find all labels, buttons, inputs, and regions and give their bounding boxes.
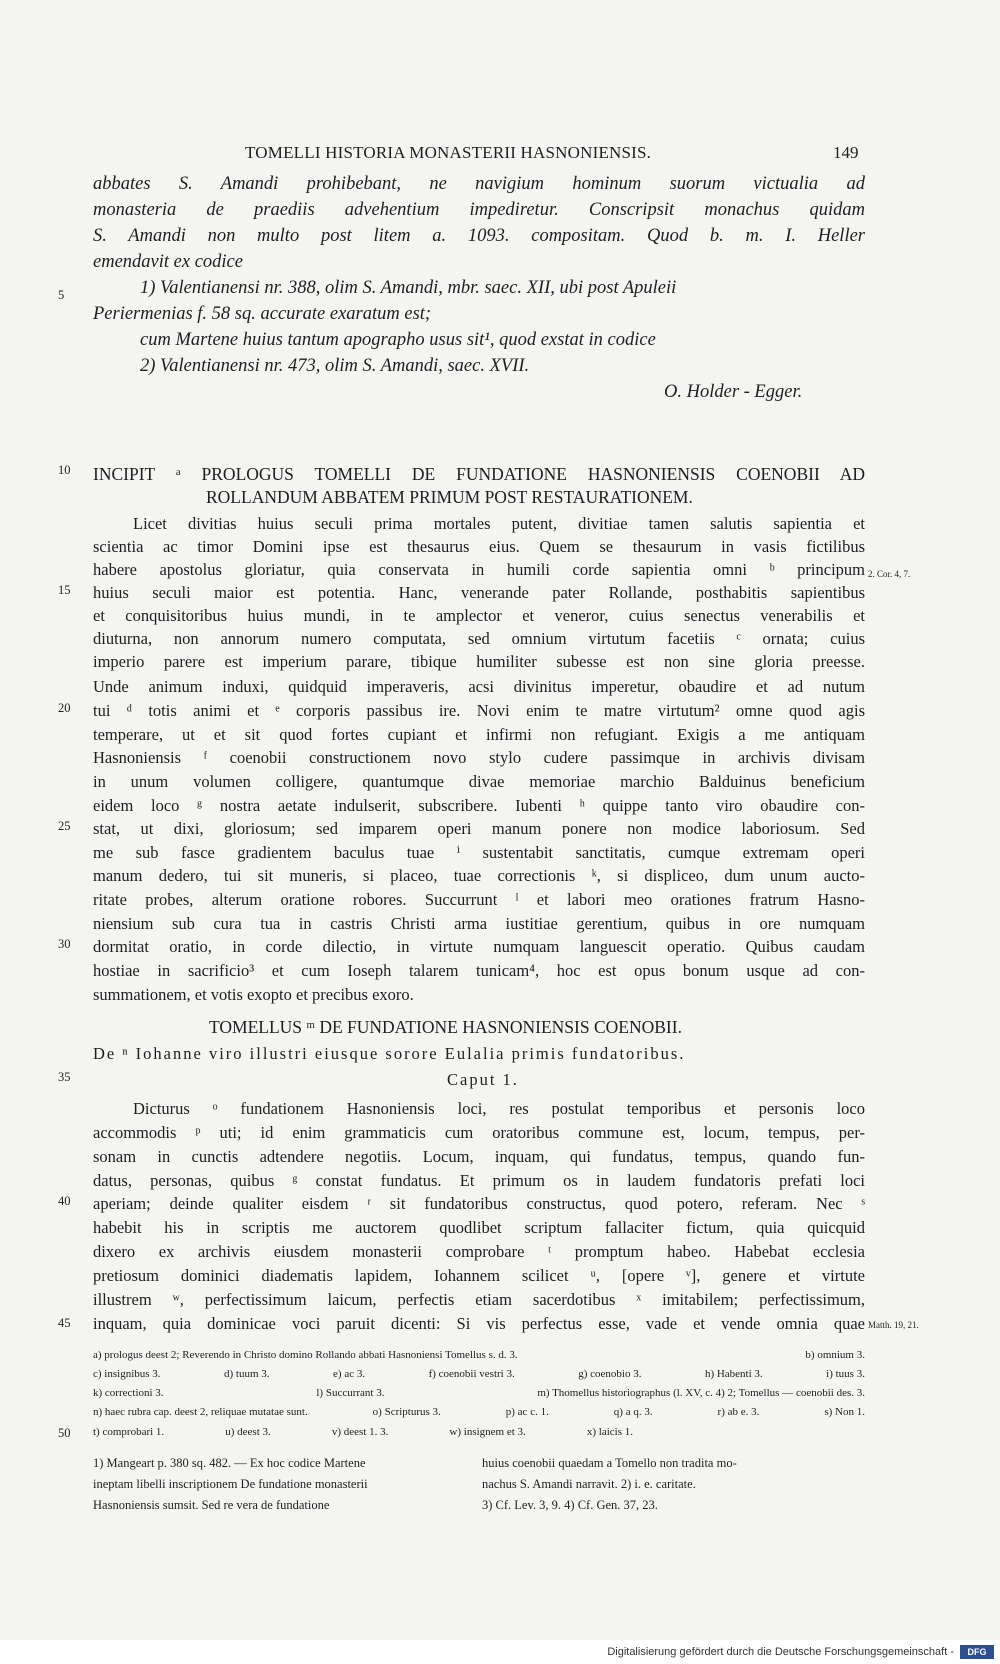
caput-heading: Caput 1. bbox=[447, 1070, 519, 1089]
intro-line: 1) Valentianensi nr. 388, olim S. Amandi, mbr. saec. XII, ubi post Apuleii bbox=[140, 278, 677, 298]
line-number: 45 bbox=[58, 1316, 71, 1330]
apparatus-note: r) ab e. 3. bbox=[717, 1406, 760, 1418]
apparatus-note: g) coenobio 3. bbox=[578, 1368, 642, 1380]
apparatus-note: m) Thomellus historiographus (l. XV, c. 4) 2; Tomellus — coenobii des. 3. bbox=[537, 1387, 865, 1399]
line-number: 15 bbox=[58, 583, 71, 597]
text-line: stat, ut dixi, gloriosum; sed imparem operi manum ponere non modice laboriosum. Sed bbox=[93, 819, 865, 838]
line-number: 30 bbox=[58, 937, 71, 951]
text-line: Hasnoniensis ᶠ coenobii constructionem novo stylo cudere passimque in archivis divisam bbox=[93, 748, 865, 767]
prologue-title: ROLLANDUM ABBATEM PRIMUM POST RESTAURATIONEM. bbox=[206, 487, 693, 507]
apparatus-note: e) ac 3. bbox=[333, 1368, 366, 1380]
text-line: manum dedero, tui sit muneris, si placeo, tuae correctionis ᵏ, si displiceo, dum unum aucto- bbox=[93, 866, 865, 885]
text-line: temperare, ut et sit quod fortes cupiant et infirmi non refugiant. Exigis a me antiquam bbox=[93, 725, 865, 744]
line-number: 20 bbox=[58, 701, 71, 715]
apparatus-note: p) ac c. 1. bbox=[505, 1406, 549, 1418]
text-line: pretiosum dominici diadematis lapidem, Iohannem scilicet ᵘ, [opere ᵛ], genere et virtute bbox=[93, 1266, 865, 1285]
text-line: inquam, quia dominicae voci paruit dicenti: Si vis perfectus esse, vade et vende omnia quae bbox=[93, 1314, 865, 1333]
margin-reference: Matth. 19, 21. bbox=[868, 1320, 919, 1330]
line-number: 10 bbox=[58, 463, 71, 477]
apparatus-note: u) deest 3. bbox=[225, 1426, 271, 1438]
text-line: et conquisitoribus huius mundi, in te amplector et veneror, cuius senectus venerabilis et bbox=[93, 606, 865, 625]
apparatus-note: k) correctioni 3. bbox=[93, 1387, 164, 1399]
text-line: huius seculi maior est potentia. Hanc, venerande pater Rollande, posthabitis sapientibus bbox=[93, 583, 865, 602]
text-line: eidem loco ᵍ nostra aetate indulserit, subscribere. Iubenti ʰ quippe tanto viro obaudire con- bbox=[93, 796, 865, 815]
text-line: aperiam; deinde qualiter eisdem ʳ sit fundatoribus constructus, quod potero, referam. Nec ˢ bbox=[93, 1194, 865, 1213]
line-number: 35 bbox=[58, 1070, 71, 1084]
line-number: 5 bbox=[58, 288, 65, 302]
dfg-logo-icon: DFG bbox=[960, 1645, 994, 1659]
line-number: 25 bbox=[58, 819, 71, 833]
apparatus-note: b) omnium 3. bbox=[805, 1349, 865, 1361]
apparatus-note: a) prologus deest 2; Reverendo in Christo domino Rollando abbati Hasnoniensi Tomellus s. d. 3. bbox=[93, 1349, 518, 1361]
footer-bar bbox=[0, 1640, 1000, 1664]
text-line: accommodis ᵖ uti; id enim grammaticis cum oratoribus commune est, locum, tempus, per- bbox=[93, 1123, 865, 1142]
note-line: ineptam libelli inscriptionem De fundatione monasterii bbox=[93, 1477, 368, 1491]
line-number: 50 bbox=[58, 1426, 71, 1440]
text-line: datus, personas, quibus ᵍ constat fundatus. Et primum os in laudem fundatoris prefati loci bbox=[93, 1171, 865, 1190]
text-line: imperio parere est imperium parare, tibique humiliter subesse est non sine gloria preesse. bbox=[93, 652, 865, 671]
apparatus-note: x) laicis 1. bbox=[586, 1426, 633, 1438]
apparatus-note: l) Succurrant 3. bbox=[316, 1387, 385, 1399]
text-line: scientia ac timor Domini ipse est thesaurus eius. Quem se thesaurum in vasis fictilibus bbox=[93, 537, 865, 556]
text-line: habere apostolus gloriatur, quia conservata in humili corde sapientia omni ᵇ principum bbox=[93, 560, 865, 579]
apparatus-note: q) a q. 3. bbox=[613, 1406, 653, 1418]
text-line: in unum volumen colligere, quantumque divae memoriae marchio Balduinus beneficium bbox=[93, 772, 865, 791]
text-line: dixero ex archivis eiusdem monasterii comprobare ᵗ promptum habeo. Habebat ecclesia bbox=[93, 1242, 865, 1261]
note-line: Hasnoniensis sumsit. Sed re vera de fundatione bbox=[93, 1498, 330, 1512]
text-line: ritate probes, alterum oratione robores. Succurrunt ˡ et labori meo orationes fratrum Hasno- bbox=[93, 890, 865, 909]
text-line: Licet divitias huius seculi prima mortales putent, divitiae tamen salutis sapientia et bbox=[133, 514, 865, 533]
text-line: niensium sub cura tua in castris Christi arma iustitiae gerentium, quibus in ore numquam bbox=[93, 914, 865, 933]
running-title: TOMELLI HISTORIA MONASTERII HASNONIENSIS. bbox=[245, 143, 652, 162]
editor-signature: O. Holder - Egger. bbox=[664, 382, 803, 402]
intro-line: 2) Valentianensi nr. 473, olim S. Amandi, saec. XVII. bbox=[140, 356, 530, 376]
apparatus-note: o) Scripturus 3. bbox=[372, 1406, 441, 1418]
page-number: 149 bbox=[833, 143, 859, 162]
tomellus-title: TOMELLUS ᵐ DE FUNDATIONE HASNONIENSIS COENOBII. bbox=[209, 1017, 682, 1037]
text-line: Unde animum induxi, quidquid imperaveris, acsi divinitus imperetur, obaudire et ad nutum bbox=[93, 677, 865, 696]
apparatus-note: f) coenobii vestri 3. bbox=[428, 1368, 515, 1380]
text-line: summationem, et votis exopto et precibus exoro. bbox=[93, 985, 414, 1004]
apparatus-note: v) deest 1. 3. bbox=[331, 1426, 389, 1438]
note-line: nachus S. Amandi narravit. 2) i. e. caritate. bbox=[482, 1477, 696, 1491]
apparatus-line bbox=[93, 1387, 865, 1399]
intro-line: cum Martene huius tantum apographo usus sit¹, quod exstat in codice bbox=[140, 330, 656, 350]
apparatus-line bbox=[93, 1368, 865, 1380]
apparatus-line bbox=[93, 1349, 865, 1361]
apparatus-note: c) insignibus 3. bbox=[93, 1368, 161, 1380]
apparatus-note: h) Habenti 3. bbox=[704, 1368, 763, 1380]
intro-line: abbates S. Amandi prohibebant, ne navigium hominum suorum victualia ad bbox=[93, 174, 865, 194]
note-line: 3) Cf. Lev. 3, 9. 4) Cf. Gen. 37, 23. bbox=[482, 1498, 658, 1512]
text-line: me sub fasce gradientem baculus tuae ⁱ sustentabit sanctitatis, cumque extremam operi bbox=[93, 843, 865, 862]
intro-line: S. Amandi non multo post litem a. 1093. compositam. Quod b. m. I. Heller bbox=[93, 226, 865, 246]
note-line: 1) Mangeart p. 380 sq. 482. — Ex hoc codice Martene bbox=[93, 1456, 366, 1470]
text-line: sonam in cunctis adtendere negotiis. Locum, inquam, qui fundatus, tempus, quando fun- bbox=[93, 1147, 865, 1166]
apparatus-note: d) tuum 3. bbox=[224, 1368, 270, 1380]
text-line: hostiae in sacrificio³ et cum Ioseph talarem tunicam⁴, hoc est opus bonum usque ad con- bbox=[93, 961, 865, 980]
apparatus-note: i) tuus 3. bbox=[826, 1368, 865, 1380]
chapter-subtitle: De ⁿ Iohanne viro illustri eiusque sorore Eulalia primis fundatoribus. bbox=[93, 1044, 686, 1063]
text-line: illustrem ʷ, perfectissimum laicum, perfectis etiam sacerdotibus ˣ imitabilem; perfectissimum, bbox=[93, 1290, 865, 1309]
apparatus-note: s) Non 1. bbox=[824, 1406, 865, 1418]
apparatus-line bbox=[93, 1406, 865, 1418]
intro-line: Periermenias f. 58 sq. accurate exaratum est; bbox=[93, 304, 432, 324]
note-line: huius coenobii quaedam a Tomello non tradita mo- bbox=[482, 1456, 737, 1470]
intro-line: monasteria de praediis advehentium impediretur. Conscripsit monachus quidam bbox=[93, 200, 865, 220]
intro-line: emendavit ex codice bbox=[93, 252, 243, 272]
apparatus-note: w) insignem et 3. bbox=[449, 1426, 526, 1438]
text-line: dormitat oratio, in corde dilectio, in virtute numquam languescit operatio. Quibus caudam bbox=[93, 937, 865, 956]
text-line: diuturna, non annorum numero computata, sed omnium virtutum facetiis ᶜ ornata; cuius bbox=[93, 629, 865, 648]
text-line: habebit his in scriptis me auctorem quodlibet scriptum fallaciter fictum, quia quicquid bbox=[93, 1218, 865, 1237]
text-line: Dicturus ᵒ fundationem Hasnoniensis loci, res postulat temporibus et personis loco bbox=[133, 1099, 865, 1118]
prologue-title: INCIPIT ᵃ PROLOGUS TOMELLI DE FUNDATIONE HASNONIENSIS COENOBII AD bbox=[93, 464, 865, 484]
apparatus-note: t) comprobari 1. bbox=[93, 1426, 165, 1438]
apparatus-note: n) haec rubra cap. deest 2, reliquae mutatae sunt. bbox=[93, 1406, 308, 1418]
text-line: tui ᵈ totis animi et ᵉ corporis passibus ire. Novi enim te matre virtutum² omne quod agis bbox=[93, 701, 865, 720]
apparatus-line bbox=[93, 1426, 633, 1438]
footer-credit: Digitalisierung gefördert durch die Deutsche Forschungsgemeinschaft - bbox=[607, 1646, 954, 1658]
margin-reference: 2. Cor. 4, 7. bbox=[868, 569, 911, 579]
line-number: 40 bbox=[58, 1194, 71, 1208]
